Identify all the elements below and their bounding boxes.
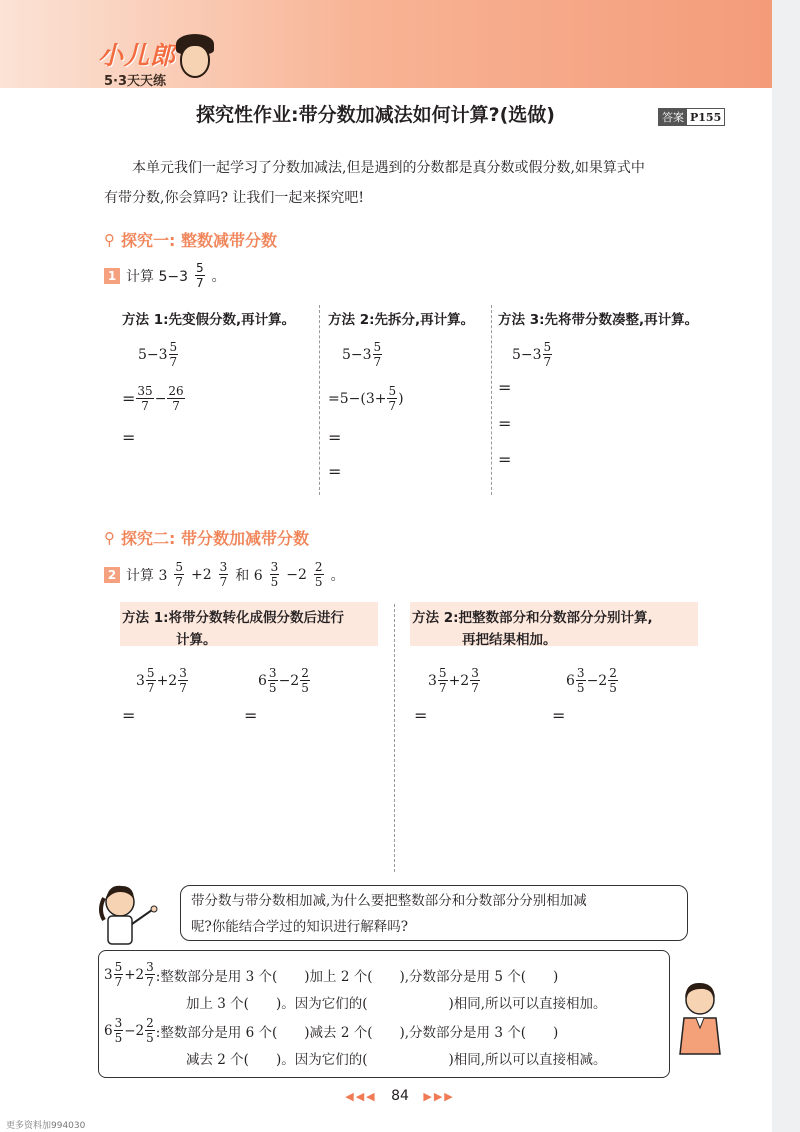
- brand-logo: 小儿郎: [98, 41, 177, 70]
- section-2-heading: [104, 526, 309, 549]
- method-3-label: 方法 3:先将带分数凑整,再计算。: [498, 312, 699, 328]
- question-text: 计算 5−3: [126, 268, 188, 285]
- s2-method-1-label-1: 方法 1:将带分数转化成假分数后进行: [122, 610, 344, 626]
- page-number: 84: [391, 1088, 409, 1104]
- question-number: 2: [104, 567, 120, 583]
- s2-m1-expr-add: 3 $\frac{5}{7}$ +2 $\frac{3}{7}$: [136, 666, 187, 695]
- girl-character-icon: [94, 880, 164, 948]
- method-1-step-1: = $\frac{35}{7}$ − $\frac{26}{7}$: [122, 384, 184, 413]
- s2-method-1-label-2: 计算。: [176, 632, 217, 648]
- intro-paragraph: [104, 153, 724, 213]
- left-arrows-icon: ◀◀◀: [345, 1090, 377, 1103]
- bubble-line-1: 带分数与带分数相加减,为什么要把整数部分和分数部分分别相加减: [191, 893, 587, 909]
- method-2-step-1: =5−(3+ $\frac{5}{7}$ ): [328, 384, 404, 413]
- explain-row-3: 6 $\frac{3}{5}$ −2 $\frac{2}{5}$ :整数部分是用 6 个( )减去 2 个( ),分数部分是用 3 个( ): [104, 1016, 559, 1045]
- method-3-step-3: =: [498, 450, 512, 469]
- question-1: 1 计算 5−3 $\frac{5}{7}$ 。: [104, 261, 226, 290]
- s2-m1-expr-sub: 6 $\frac{3}{5}$ −2 $\frac{2}{5}$: [258, 666, 309, 695]
- s2-m2-eq-1: =: [414, 706, 428, 725]
- s2-m1-eq-2: =: [244, 706, 258, 725]
- method-2-expression: 5−3 $\frac{5}{7}$: [342, 340, 382, 369]
- page-footer: [0, 1088, 800, 1104]
- divider: [319, 305, 320, 495]
- divider: [394, 604, 395, 872]
- section-1-title: 探究一: 整数减带分数: [121, 231, 277, 250]
- question-2: 2 计算 3 $\frac{5}{7}$ +2 $\frac{3}{7}$ 和 6 $\frac{3}{5}$ −2 $\frac{2}{5}$ 。: [104, 560, 345, 589]
- divider: [491, 305, 492, 495]
- method-2-label: 方法 2:先拆分,再计算。: [328, 312, 475, 328]
- boy-character-icon: [676, 978, 726, 1058]
- method-2-step-2: =: [328, 428, 342, 447]
- page-title: 探究性作业:带分数加减法如何计算?(选做): [196, 104, 555, 126]
- intro-line-1: 本单元我们一起学习了分数加减法,但是遇到的分数都是真分数或假分数,如果算式中: [132, 160, 645, 176]
- bubble-line-2: 呢?你能结合学过的知识进行解释吗?: [191, 919, 408, 935]
- brand-series: 5·3天天练: [104, 74, 167, 89]
- method-1-label: 方法 1:先变假分数,再计算。: [122, 312, 296, 328]
- explain-row-4: 减去 2 个( )。因为它们的( )相同,所以可以直接相减。: [186, 1052, 607, 1068]
- s2-m2-expr-sub: 6 $\frac{3}{5}$ −2 $\frac{2}{5}$: [566, 666, 617, 695]
- watermark: 更多资料加994030: [6, 1121, 86, 1131]
- explain-row-2: 加上 3 个( )。因为它们的( )相同,所以可以直接相加。: [186, 996, 607, 1012]
- fraction: $\frac{5}{7}$: [196, 261, 204, 290]
- method-3-step-2: =: [498, 414, 512, 433]
- s2-method-2-label-1: 方法 2:把整数部分和分数部分分别计算,: [412, 610, 653, 626]
- section-2-title: 探究二: 带分数加减带分数: [121, 529, 309, 548]
- method-3-expression: 5−3 $\frac{5}{7}$: [512, 340, 552, 369]
- answer-label: 答案: [659, 109, 687, 125]
- s2-method-2-label-2: 再把结果相加。: [462, 632, 557, 648]
- magnifier-icon: ⚲: [104, 528, 115, 547]
- s2-m1-eq-1: =: [122, 706, 136, 725]
- page-edge-strip: [772, 0, 800, 1132]
- magnifier-icon: ⚲: [104, 230, 115, 249]
- explain-row-1: 3 $\frac{5}{7}$ +2 $\frac{3}{7}$ :整数部分是用 3 个( )加上 2 个( ),分数部分是用 5 个( ): [104, 960, 559, 989]
- speech-bubble: [180, 885, 688, 941]
- intro-line-2: 有带分数,你会算吗? 让我们一起来探究吧!: [104, 190, 365, 206]
- section-1-heading: [104, 228, 277, 251]
- method-3-step-1: =: [498, 378, 512, 397]
- right-arrows-icon: ▶▶▶: [423, 1090, 455, 1103]
- answer-reference: [658, 108, 725, 126]
- s2-m2-eq-2: =: [552, 706, 566, 725]
- method-2-step-3: =: [328, 462, 342, 481]
- mascot-boy-icon: [180, 44, 210, 78]
- answer-page: P155: [690, 110, 722, 124]
- method-1-step-2: =: [122, 428, 136, 447]
- question-number: 1: [104, 268, 120, 284]
- s2-m2-expr-add: 3 $\frac{5}{7}$ +2 $\frac{3}{7}$: [428, 666, 479, 695]
- method-1-expression: 5−3 $\frac{5}{7}$: [138, 340, 178, 369]
